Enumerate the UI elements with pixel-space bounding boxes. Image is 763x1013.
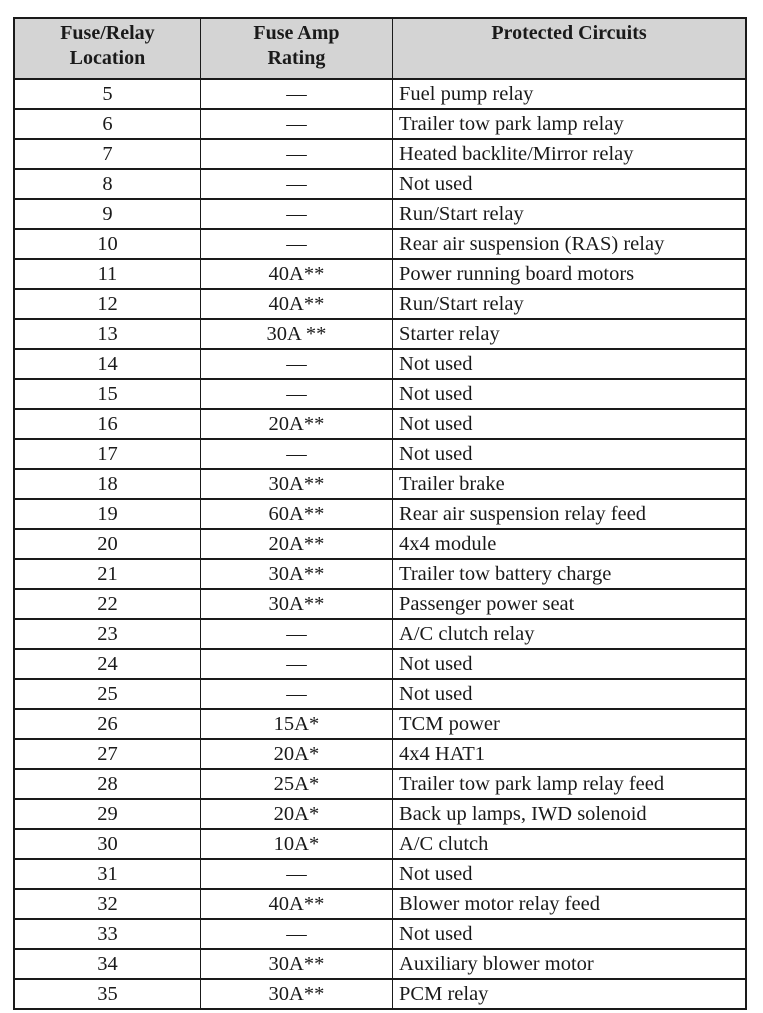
location-cell: 19 (14, 499, 200, 529)
amp-rating-cell: 10A* (200, 829, 392, 859)
table-row (14, 499, 746, 529)
protected-circuit-cell: Not used (393, 409, 746, 439)
table-row (14, 769, 746, 799)
table-row (14, 949, 746, 979)
table-row (14, 439, 746, 469)
table-row (14, 889, 746, 919)
protected-circuit-cell: Not used (393, 349, 746, 379)
protected-circuit-cell: A/C clutch relay (393, 619, 746, 649)
table-row (14, 859, 746, 889)
location-cell: 10 (14, 229, 200, 259)
amp-rating-cell: — (200, 109, 392, 139)
protected-circuit-cell: Passenger power seat (393, 589, 746, 619)
table-row (14, 409, 746, 439)
table-row (14, 379, 746, 409)
amp-rating-cell: — (200, 919, 392, 949)
location-cell: 32 (14, 889, 200, 919)
protected-circuit-cell: A/C clutch (393, 829, 746, 859)
amp-rating-cell: — (200, 439, 392, 469)
protected-circuit-cell: Not used (393, 859, 746, 889)
location-cell: 11 (14, 259, 200, 289)
location-cell: 14 (14, 349, 200, 379)
table-row (14, 619, 746, 649)
table-row (14, 919, 746, 949)
header-location-line1: Fuse/Relay (60, 22, 155, 44)
header-amp-line1: Fuse Amp (253, 22, 340, 44)
table-row (14, 349, 746, 379)
location-cell: 25 (14, 679, 200, 709)
protected-circuit-cell: Rear air suspension relay feed (393, 499, 746, 529)
protected-circuit-cell: Fuel pump relay (393, 79, 746, 109)
table-row (14, 529, 746, 559)
protected-circuit-cell: Trailer brake (393, 469, 746, 499)
header-location-line2: Location (69, 47, 146, 69)
table-header (14, 18, 746, 79)
location-cell: 12 (14, 289, 200, 319)
amp-rating-cell: 15A* (200, 709, 392, 739)
table-row (14, 319, 746, 349)
protected-circuit-cell: Blower motor relay feed (393, 889, 746, 919)
amp-rating-cell: 30A ** (200, 319, 392, 349)
protected-circuit-cell: Rear air suspension (RAS) relay (393, 229, 746, 259)
table-row (14, 469, 746, 499)
location-cell: 22 (14, 589, 200, 619)
location-cell: 30 (14, 829, 200, 859)
protected-circuit-cell: Not used (393, 169, 746, 199)
amp-rating-cell: — (200, 349, 392, 379)
amp-rating-cell: 30A** (200, 469, 392, 499)
location-cell: 21 (14, 559, 200, 589)
protected-circuit-cell: Auxiliary blower motor (393, 949, 746, 979)
table-row (14, 259, 746, 289)
protected-circuit-cell: Not used (393, 919, 746, 949)
table-row (14, 649, 746, 679)
table-row (14, 829, 746, 859)
amp-rating-cell: 20A** (200, 529, 392, 559)
amp-rating-cell: 40A** (200, 259, 392, 289)
location-cell: 35 (14, 979, 200, 1009)
location-cell: 9 (14, 199, 200, 229)
amp-rating-cell: — (200, 79, 392, 109)
table-row (14, 289, 746, 319)
location-cell: 27 (14, 739, 200, 769)
table-row (14, 679, 746, 709)
table-row (14, 229, 746, 259)
amp-rating-cell: 25A* (200, 769, 392, 799)
table-row (14, 139, 746, 169)
table-row (14, 109, 746, 139)
location-cell: 23 (14, 619, 200, 649)
amp-rating-cell: — (200, 169, 392, 199)
amp-rating-cell: 20A* (200, 799, 392, 829)
table-row (14, 559, 746, 589)
header-location (14, 18, 200, 79)
amp-rating-cell: 40A** (200, 289, 392, 319)
protected-circuit-cell: PCM relay (393, 979, 746, 1009)
table-row (14, 169, 746, 199)
table-row (14, 589, 746, 619)
location-cell: 13 (14, 319, 200, 349)
amp-rating-cell: — (200, 379, 392, 409)
amp-rating-cell: 60A** (200, 499, 392, 529)
location-cell: 34 (14, 949, 200, 979)
location-cell: 18 (14, 469, 200, 499)
header-protected-circuits: Protected Circuits (393, 18, 746, 79)
header-amp-rating (200, 18, 392, 79)
protected-circuit-cell: Heated backlite/Mirror relay (393, 139, 746, 169)
protected-circuit-cell: Trailer tow park lamp relay feed (393, 769, 746, 799)
location-cell: 33 (14, 919, 200, 949)
location-cell: 16 (14, 409, 200, 439)
header-row (14, 18, 746, 79)
table-row (14, 739, 746, 769)
protected-circuit-cell: Not used (393, 379, 746, 409)
location-cell: 20 (14, 529, 200, 559)
location-cell: 17 (14, 439, 200, 469)
protected-circuit-cell: Run/Start relay (393, 199, 746, 229)
location-cell: 26 (14, 709, 200, 739)
amp-rating-cell: — (200, 679, 392, 709)
protected-circuit-cell: Not used (393, 679, 746, 709)
protected-circuit-cell: 4x4 module (393, 529, 746, 559)
protected-circuit-cell: Power running board motors (393, 259, 746, 289)
location-cell: 29 (14, 799, 200, 829)
protected-circuit-cell: TCM power (393, 709, 746, 739)
header-amp-line2: Rating (267, 47, 326, 69)
table-row (14, 79, 746, 109)
amp-rating-cell: 30A** (200, 979, 392, 1009)
protected-circuit-cell: Trailer tow battery charge (393, 559, 746, 589)
amp-rating-cell: — (200, 229, 392, 259)
protected-circuit-cell: Starter relay (393, 319, 746, 349)
amp-rating-cell: 30A** (200, 589, 392, 619)
amp-rating-cell: — (200, 139, 392, 169)
protected-circuit-cell: Trailer tow park lamp relay (393, 109, 746, 139)
amp-rating-cell: — (200, 199, 392, 229)
amp-rating-cell: — (200, 859, 392, 889)
location-cell: 7 (14, 139, 200, 169)
amp-rating-cell: 40A** (200, 889, 392, 919)
location-cell: 8 (14, 169, 200, 199)
amp-rating-cell: 30A** (200, 949, 392, 979)
table-row (14, 709, 746, 739)
table-row (14, 799, 746, 829)
protected-circuit-cell: Run/Start relay (393, 289, 746, 319)
amp-rating-cell: — (200, 619, 392, 649)
amp-rating-cell: 20A* (200, 739, 392, 769)
location-cell: 5 (14, 79, 200, 109)
table-body (14, 79, 746, 1009)
protected-circuit-cell: Not used (393, 439, 746, 469)
location-cell: 24 (14, 649, 200, 679)
location-cell: 6 (14, 109, 200, 139)
protected-circuit-cell: 4x4 HAT1 (393, 739, 746, 769)
fuse-relay-table (13, 17, 747, 1010)
protected-circuit-cell: Not used (393, 649, 746, 679)
table-row (14, 199, 746, 229)
amp-rating-cell: — (200, 649, 392, 679)
location-cell: 31 (14, 859, 200, 889)
location-cell: 28 (14, 769, 200, 799)
location-cell: 15 (14, 379, 200, 409)
amp-rating-cell: 30A** (200, 559, 392, 589)
protected-circuit-cell: Back up lamps, IWD solenoid (393, 799, 746, 829)
table-row (14, 979, 746, 1009)
amp-rating-cell: 20A** (200, 409, 392, 439)
